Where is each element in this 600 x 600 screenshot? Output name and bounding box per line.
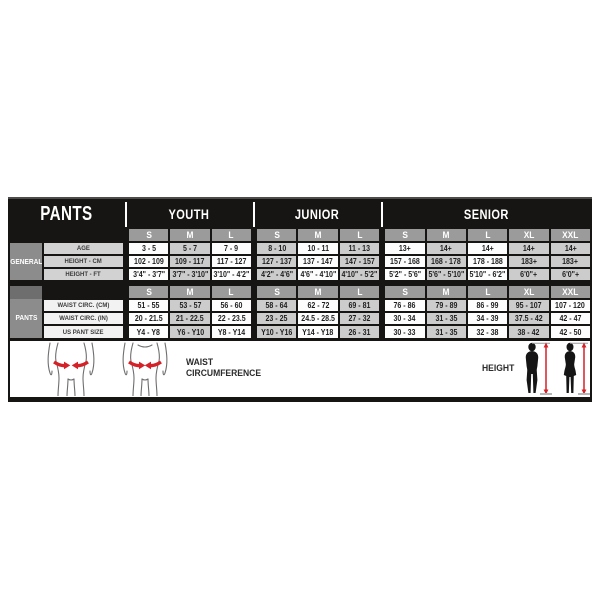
table-cell: 20 - 21.5 xyxy=(129,313,168,324)
group-header-senior: SENIOR xyxy=(381,202,590,227)
table-cell: 21 - 22.5 xyxy=(170,313,209,324)
row-label-height-ft: HEIGHT - FT xyxy=(44,269,123,280)
section-label-general: GENERAL xyxy=(10,243,42,280)
table-cell: 8 - 10 xyxy=(257,243,296,254)
row-label-age: AGE xyxy=(44,243,123,254)
table-cell: 22 - 23.5 xyxy=(212,313,251,324)
table-cell: 3'10" - 4'2" xyxy=(213,270,250,279)
height-figure-female-icon xyxy=(560,342,592,396)
table-cell: 86 - 99 xyxy=(468,300,507,311)
table-cell: 137 - 147 xyxy=(298,256,337,267)
size-header: L xyxy=(468,286,507,298)
table-cell: 23 - 25 xyxy=(257,313,296,324)
size-header: XXL xyxy=(551,229,590,241)
size-header: L xyxy=(212,286,251,298)
table-cell: 183+ xyxy=(509,256,548,267)
table-cell: 5'2" - 5'6" xyxy=(385,269,424,280)
table-cell: 10 - 11 xyxy=(298,243,337,254)
group-header-junior: JUNIOR xyxy=(253,202,379,227)
table-cell: Y6 - Y10 xyxy=(170,326,209,338)
size-header: M xyxy=(427,286,466,298)
table-cell: 37.5 - 42 xyxy=(509,313,548,324)
table-cell: 109 - 117 xyxy=(170,256,209,267)
table-cell: 69 - 81 xyxy=(340,300,379,311)
group-header-youth: YOUTH xyxy=(125,202,251,227)
table-cell: 79 - 89 xyxy=(427,300,466,311)
waist-circumference-label: WAIST CIRCUMFERENCE xyxy=(186,357,262,380)
table-cell: 5 - 7 xyxy=(170,243,209,254)
height-label: HEIGHT xyxy=(482,363,515,374)
table-cell: 14+ xyxy=(427,243,466,254)
size-header: L xyxy=(340,229,379,241)
size-header: L xyxy=(340,286,379,298)
size-header: M xyxy=(427,229,466,241)
height-figure-male-icon xyxy=(522,342,554,396)
table-cell: Y4 - Y8 xyxy=(129,326,168,338)
table-cell: 26 - 31 xyxy=(340,326,379,338)
table-cell: 62 - 72 xyxy=(298,300,337,311)
table-cell: 31 - 35 xyxy=(427,313,466,324)
size-header: S xyxy=(257,286,296,298)
table-cell: Y14 - Y18 xyxy=(298,326,337,338)
table-cell: 32 - 38 xyxy=(468,326,507,338)
table-cell: 42 - 47 xyxy=(551,313,590,324)
table-cell: 3'4" - 3'7" xyxy=(129,269,168,280)
measurement-legend xyxy=(10,341,590,397)
size-header: M xyxy=(170,286,209,298)
table-cell: 30 - 34 xyxy=(385,313,424,324)
table-cell: 53 - 57 xyxy=(170,300,209,311)
row-label-waist-in: WAIST CIRC. (IN) xyxy=(44,313,123,324)
size-header: M xyxy=(298,286,337,298)
size-header: M xyxy=(298,229,337,241)
table-cell: 34 - 39 xyxy=(468,313,507,324)
table-cell: 127 - 137 xyxy=(257,256,296,267)
size-header: S xyxy=(385,229,424,241)
waist-figure-icon xyxy=(116,342,174,396)
row-label-waist-cm: WAIST CIRC. (CM) xyxy=(44,300,123,311)
table-cell: 178 - 188 xyxy=(468,256,507,267)
table-cell: 51 - 55 xyxy=(129,300,168,311)
table-cell: 58 - 64 xyxy=(257,300,296,311)
table-cell: 6'0"+ xyxy=(551,269,590,280)
size-header: S xyxy=(129,286,168,298)
table-cell: 14+ xyxy=(468,243,507,254)
pants-size-chart xyxy=(8,197,592,402)
table-cell: 4'10" - 5'2" xyxy=(341,270,378,279)
size-header: M xyxy=(170,229,209,241)
table-cell: 42 - 50 xyxy=(551,326,590,338)
section-label-pants: PANTS xyxy=(10,286,42,338)
size-header: XXL xyxy=(551,286,590,298)
table-cell: 107 - 120 xyxy=(551,300,590,311)
row-label-height-cm: HEIGHT - CM xyxy=(44,256,123,267)
table-cell: 3 - 5 xyxy=(129,243,168,254)
table-cell: 168 - 178 xyxy=(427,256,466,267)
table-cell: 7 - 9 xyxy=(212,243,251,254)
table-cell: 4'2" - 4'6" xyxy=(257,269,296,280)
table-cell: Y10 - Y16 xyxy=(257,326,296,338)
table-cell: 14+ xyxy=(509,243,548,254)
table-cell: 30 - 33 xyxy=(385,326,424,338)
table-cell: 5'10" - 6'2" xyxy=(469,270,506,279)
table-cell: Y8 - Y14 xyxy=(212,326,251,338)
table-cell: 147 - 157 xyxy=(340,256,379,267)
table-cell: 6'0"+ xyxy=(509,269,548,280)
table-cell: 3'7" - 3'10" xyxy=(172,270,208,279)
size-header: S xyxy=(129,229,168,241)
table-cell: 24.5 - 28.5 xyxy=(298,313,337,324)
table-cell: 117 - 127 xyxy=(212,256,251,267)
table-cell: 27 - 32 xyxy=(340,313,379,324)
table-cell: 56 - 60 xyxy=(212,300,251,311)
table-cell: 5'6" - 5'10" xyxy=(428,270,465,279)
table-cell: 76 - 86 xyxy=(385,300,424,311)
size-header: L xyxy=(468,229,507,241)
size-header: L xyxy=(212,229,251,241)
chart-title: PANTS xyxy=(40,203,93,225)
size-header: XL xyxy=(509,286,548,298)
table-cell: 38 - 42 xyxy=(509,326,548,338)
row-label-us-pant-size: US PANT SIZE xyxy=(44,326,123,338)
waist-figure-icon xyxy=(42,342,100,396)
table-cell: 95 - 107 xyxy=(509,300,548,311)
table-cell: 102 - 109 xyxy=(129,256,168,267)
table-cell: 157 - 168 xyxy=(385,256,424,267)
table-cell: 11 - 13 xyxy=(340,243,379,254)
size-table xyxy=(10,202,590,338)
table-cell: 13+ xyxy=(385,243,424,254)
size-header: XL xyxy=(509,229,548,241)
table-cell: 183+ xyxy=(551,256,590,267)
size-header: S xyxy=(257,229,296,241)
table-cell: 14+ xyxy=(551,243,590,254)
table-cell: 31 - 35 xyxy=(427,326,466,338)
size-header: S xyxy=(385,286,424,298)
table-cell: 4'6" - 4'10" xyxy=(300,270,337,279)
